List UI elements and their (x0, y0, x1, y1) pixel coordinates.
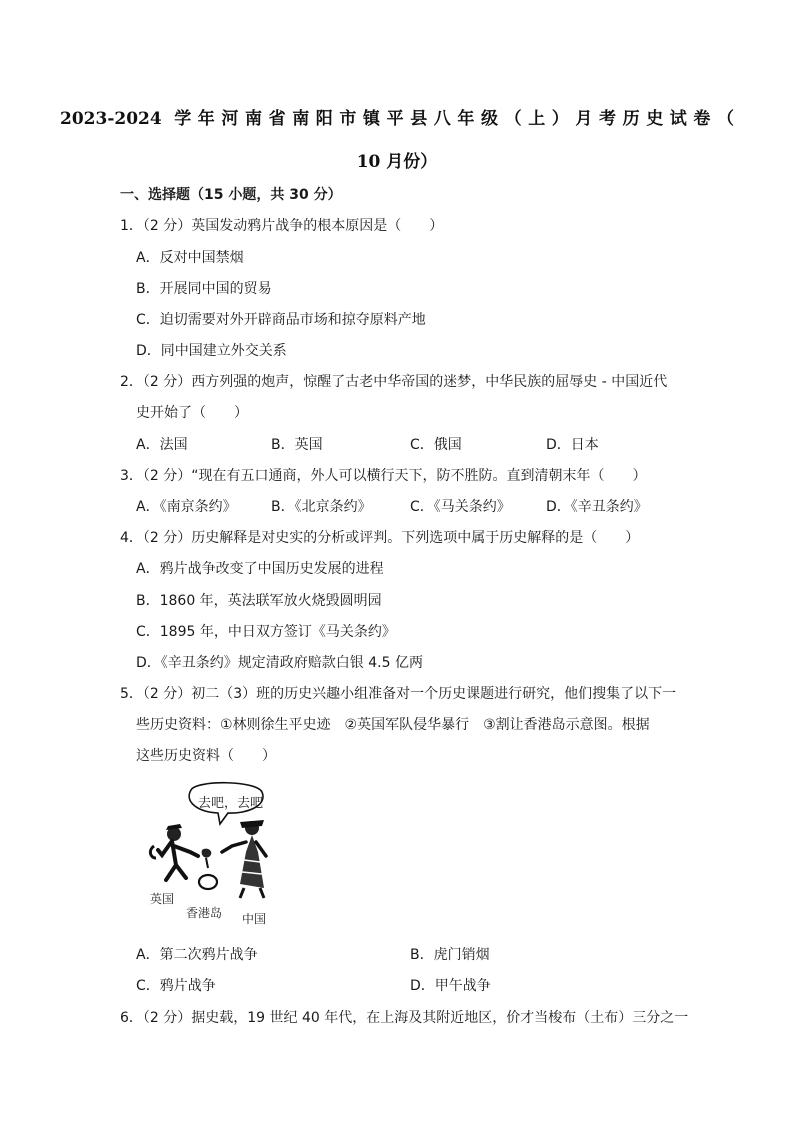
question-3-option-c: C．《马关条约》 (410, 499, 511, 515)
title-line-2: 10 月份） (356, 152, 438, 172)
question-2-stem-line-2: 史开始了（ ） (136, 405, 248, 421)
question-5-option-a: A．第二次鸦片战争 (136, 947, 258, 963)
question-1-stem: 1．（2 分）英国发动鸦片战争的根本原因是（ ） (120, 218, 444, 234)
question-2-option-b: B．英国 (271, 437, 323, 453)
question-5-stem-line-1: 5．（2 分）初二（3）班的历史兴趣小组准备对一个历史课题进行研究，他们搜集了以下一 (120, 686, 677, 702)
question-5-option-d: D．甲午战争 (410, 978, 491, 994)
question-4-stem: 4．（2 分）历史解释是对史实的分析或评判。下列选项中属于历史解释的是（ ） (120, 530, 640, 546)
question-5-option-b: B．虎门销烟 (410, 947, 490, 963)
question-1-option-c: C．迫切需要对外开辟商品市场和掠夺原料产地 (136, 312, 426, 328)
question-3-option-d: D．《辛丑条约》 (546, 499, 648, 515)
question-5-option-c: C．鸦片战争 (136, 978, 216, 994)
section-heading: 一、选择题（15 小题，共 30 分） (120, 187, 342, 203)
question-5-stem-line-2: 些历史资料：①林则徐生平史迹 ②英国军队侵华暴行 ③割让香港岛示意图。根据 (136, 717, 650, 733)
question-6-stem-line-1: 6．（2 分）据史载，19 世纪 40 年代，在上海及其附近地区，价才当梭布（土布）三分之一 (120, 1010, 689, 1026)
question-4-option-c: C．1895 年，中日双方签订《马关条约》 (136, 624, 396, 640)
question-5-stem-line-3: 这些历史资料（ ） (136, 748, 276, 764)
question-2-stem-line-1: 2．（2 分）西方列强的炮声，惊醒了古老中华帝国的迷梦，中华民族的屈辱史 - 中国近代 (120, 374, 668, 390)
question-3-option-a: A．《南京条约》 (136, 499, 237, 515)
question-4-option-a: A．鸦片战争改变了中国历史发展的进程 (136, 561, 384, 577)
question-2-option-c: C．俄国 (410, 437, 462, 453)
label-britain: 英国 (150, 892, 175, 906)
label-hong-kong: 香港岛 (186, 906, 223, 920)
question-4-option-d: D．《辛丑条约》规定清政府赔款白银 4.5 亿两 (136, 655, 423, 671)
question-1-option-d: D．同中国建立外交关系 (136, 343, 287, 359)
question-2-option-d: D．日本 (546, 437, 599, 453)
question-4-option-b: B．1860 年，英法联军放火烧毁圆明园 (136, 593, 382, 609)
question-1-option-a: A．反对中国禁烟 (136, 250, 244, 266)
title-line-1: 2023-2024 学年河南省南阳市镇平县八年级（上）月考历史试卷（ (60, 109, 734, 129)
speech-bubble-text: 去吧，去吧 (198, 796, 264, 811)
question-3-stem: 3．（2 分）“现在有五口通商，外人可以横行天下，防不胜防。直到清朝末年（ ） (120, 468, 647, 484)
label-china: 中国 (242, 912, 267, 926)
hong-kong-cession-cartoon (136, 780, 286, 930)
question-3-option-b: B．《北京条约》 (271, 499, 372, 515)
question-2-option-a: A．法国 (136, 437, 188, 453)
question-1-option-b: B．开展同中国的贸易 (136, 281, 272, 297)
